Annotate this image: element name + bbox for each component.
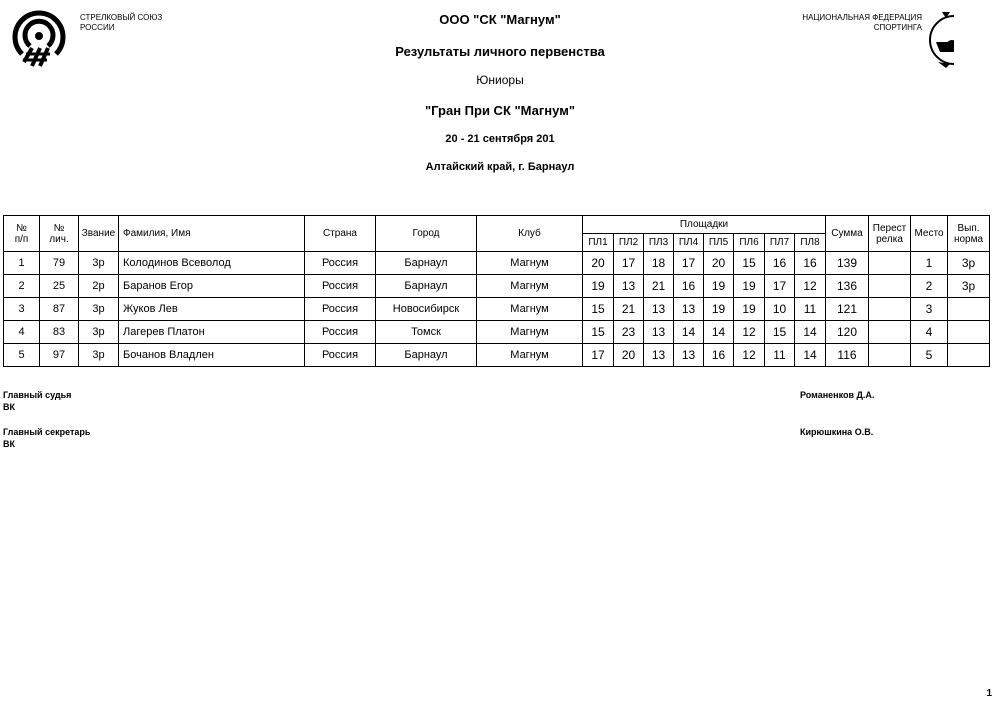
row-country-cell: Россия bbox=[305, 321, 376, 344]
row-score-cell: 16 bbox=[674, 275, 704, 298]
row-score-cell: 11 bbox=[765, 344, 795, 367]
table-row bbox=[4, 252, 990, 275]
right-org-line2: СПОРТИНГА bbox=[873, 23, 922, 32]
right-org-line1: НАЦИОНАЛЬНАЯ ФЕДЕРАЦИЯ bbox=[802, 13, 922, 22]
row-score-cell: 19 bbox=[583, 275, 614, 298]
col-norm-header: Вып. норма bbox=[948, 216, 990, 252]
row-name-cell: Лагерев Платон bbox=[119, 321, 305, 344]
row-score-cell: 15 bbox=[583, 298, 614, 321]
col-areas-header: Площадки bbox=[583, 216, 826, 234]
row-score-cell: 13 bbox=[614, 275, 644, 298]
row-score-cell: 12 bbox=[795, 275, 826, 298]
judge-category: ВК bbox=[3, 402, 15, 412]
row-norm-cell bbox=[948, 344, 990, 367]
results-table bbox=[3, 215, 990, 367]
row-place-cell: 1 bbox=[911, 252, 948, 275]
row-lic-cell: 83 bbox=[40, 321, 79, 344]
row-num-cell: 2 bbox=[4, 275, 40, 298]
row-score-cell: 13 bbox=[674, 298, 704, 321]
row-name-cell: Бочанов Владлен bbox=[119, 344, 305, 367]
secretary-block bbox=[3, 426, 90, 450]
row-score-cell: 17 bbox=[765, 275, 795, 298]
row-place-cell: 5 bbox=[911, 344, 948, 367]
row-rank-cell: 3р bbox=[79, 321, 119, 344]
row-norm-cell bbox=[948, 298, 990, 321]
row-place-cell: 4 bbox=[911, 321, 948, 344]
row-name-cell: Баранов Егор bbox=[119, 275, 305, 298]
row-country-cell: Россия bbox=[305, 252, 376, 275]
col-city-header: Город bbox=[376, 216, 477, 252]
row-shootoff-cell bbox=[869, 252, 911, 275]
area-header-5: ПЛ5 bbox=[704, 234, 734, 252]
page-number: 1 bbox=[986, 688, 992, 699]
col-rank-header: Звание bbox=[79, 216, 119, 252]
row-score-cell: 11 bbox=[795, 298, 826, 321]
row-city-cell: Новосибирск bbox=[376, 298, 477, 321]
row-num-cell: 5 bbox=[4, 344, 40, 367]
row-country-cell: Россия bbox=[305, 298, 376, 321]
judge-title: Главный судья bbox=[3, 390, 72, 400]
area-header-1: ПЛ1 bbox=[583, 234, 614, 252]
row-score-cell: 13 bbox=[644, 298, 674, 321]
row-sum-cell: 116 bbox=[826, 344, 869, 367]
row-norm-cell: 3р bbox=[948, 275, 990, 298]
row-rank-cell: 2р bbox=[79, 275, 119, 298]
judge-name: Романенков Д.А. bbox=[800, 390, 875, 400]
col-place-header: Место bbox=[911, 216, 948, 252]
row-club-cell: Магнум bbox=[477, 321, 583, 344]
secretary-name: Кирюшкина О.В. bbox=[800, 427, 874, 437]
row-score-cell: 19 bbox=[734, 275, 765, 298]
area-header-2: ПЛ2 bbox=[614, 234, 644, 252]
col-num-header: № п/п bbox=[4, 216, 40, 252]
row-score-cell: 17 bbox=[583, 344, 614, 367]
row-score-cell: 19 bbox=[734, 298, 765, 321]
secretary-category: ВК bbox=[3, 439, 15, 449]
row-lic-cell: 79 bbox=[40, 252, 79, 275]
row-name-cell: Жуков Лев bbox=[119, 298, 305, 321]
row-lic-cell: 97 bbox=[40, 344, 79, 367]
row-score-cell: 16 bbox=[795, 252, 826, 275]
row-score-cell: 16 bbox=[765, 252, 795, 275]
row-place-cell: 3 bbox=[911, 298, 948, 321]
row-score-cell: 16 bbox=[704, 344, 734, 367]
row-score-cell: 10 bbox=[765, 298, 795, 321]
event-location: Алтайский край, г. Барнаул bbox=[425, 161, 575, 173]
row-shootoff-cell bbox=[869, 321, 911, 344]
row-score-cell: 15 bbox=[583, 321, 614, 344]
page-title: Результаты личного первенства bbox=[395, 44, 605, 59]
table-row bbox=[4, 321, 990, 344]
row-score-cell: 15 bbox=[734, 252, 765, 275]
area-header-7: ПЛ7 bbox=[765, 234, 795, 252]
row-score-cell: 20 bbox=[583, 252, 614, 275]
secretary-title: Главный секретарь bbox=[3, 427, 91, 437]
col-name-header: Фамилия, Имя bbox=[119, 216, 305, 252]
row-score-cell: 15 bbox=[765, 321, 795, 344]
row-score-cell: 17 bbox=[614, 252, 644, 275]
row-sum-cell: 136 bbox=[826, 275, 869, 298]
company-name: ООО "СК "Магнум" bbox=[439, 12, 561, 27]
row-country-cell: Россия bbox=[305, 344, 376, 367]
judge-block bbox=[3, 389, 71, 413]
row-club-cell: Магнум bbox=[477, 252, 583, 275]
row-score-cell: 14 bbox=[795, 344, 826, 367]
row-score-cell: 20 bbox=[614, 344, 644, 367]
row-rank-cell: 3р bbox=[79, 252, 119, 275]
row-score-cell: 14 bbox=[704, 321, 734, 344]
row-city-cell: Барнаул bbox=[376, 344, 477, 367]
row-score-cell: 21 bbox=[614, 298, 644, 321]
col-club-header: Клуб bbox=[477, 216, 583, 252]
col-country-header: Страна bbox=[305, 216, 376, 252]
col-sum-header: Сумма bbox=[826, 216, 869, 252]
row-score-cell: 13 bbox=[674, 344, 704, 367]
area-header-3: ПЛ3 bbox=[644, 234, 674, 252]
event-name: "Гран При СК "Магнум" bbox=[425, 103, 575, 118]
table-row bbox=[4, 298, 990, 321]
row-lic-cell: 87 bbox=[40, 298, 79, 321]
row-club-cell: Магнум bbox=[477, 275, 583, 298]
area-header-4: ПЛ4 bbox=[674, 234, 704, 252]
left-org-line2: РОССИИ bbox=[80, 23, 115, 32]
area-header-6: ПЛ6 bbox=[734, 234, 765, 252]
row-num-cell: 3 bbox=[4, 298, 40, 321]
row-score-cell: 19 bbox=[704, 298, 734, 321]
col-shootoff-header: Перест релка bbox=[869, 216, 911, 252]
row-score-cell: 17 bbox=[674, 252, 704, 275]
row-shootoff-cell bbox=[869, 344, 911, 367]
table-row bbox=[4, 275, 990, 298]
col-lic-header: № лич. bbox=[40, 216, 79, 252]
row-rank-cell: 3р bbox=[79, 298, 119, 321]
row-norm-cell bbox=[948, 321, 990, 344]
row-city-cell: Барнаул bbox=[376, 252, 477, 275]
row-sum-cell: 120 bbox=[826, 321, 869, 344]
row-city-cell: Барнаул bbox=[376, 275, 477, 298]
row-score-cell: 12 bbox=[734, 344, 765, 367]
row-country-cell: Россия bbox=[305, 275, 376, 298]
row-club-cell: Магнум bbox=[477, 298, 583, 321]
row-city-cell: Томск bbox=[376, 321, 477, 344]
row-lic-cell: 25 bbox=[40, 275, 79, 298]
row-score-cell: 13 bbox=[644, 321, 674, 344]
row-score-cell: 18 bbox=[644, 252, 674, 275]
row-name-cell: Колодинов Всеволод bbox=[119, 252, 305, 275]
table-row bbox=[4, 344, 990, 367]
row-club-cell: Магнум bbox=[477, 344, 583, 367]
row-shootoff-cell bbox=[869, 275, 911, 298]
row-score-cell: 20 bbox=[704, 252, 734, 275]
area-header-8: ПЛ8 bbox=[795, 234, 826, 252]
row-place-cell: 2 bbox=[911, 275, 948, 298]
row-score-cell: 14 bbox=[795, 321, 826, 344]
category-label: Юниоры bbox=[476, 73, 524, 87]
row-sum-cell: 139 bbox=[826, 252, 869, 275]
row-score-cell: 23 bbox=[614, 321, 644, 344]
row-num-cell: 4 bbox=[4, 321, 40, 344]
row-num-cell: 1 bbox=[4, 252, 40, 275]
row-sum-cell: 121 bbox=[826, 298, 869, 321]
row-norm-cell: 3р bbox=[948, 252, 990, 275]
event-dates: 20 - 21 сентября 201 bbox=[445, 133, 555, 145]
row-rank-cell: 3р bbox=[79, 344, 119, 367]
row-score-cell: 14 bbox=[674, 321, 704, 344]
left-org-line1: СТРЕЛКОВЫЙ СОЮЗ bbox=[80, 13, 163, 22]
row-score-cell: 13 bbox=[644, 344, 674, 367]
row-score-cell: 19 bbox=[704, 275, 734, 298]
row-score-cell: 12 bbox=[734, 321, 765, 344]
row-score-cell: 21 bbox=[644, 275, 674, 298]
row-shootoff-cell bbox=[869, 298, 911, 321]
